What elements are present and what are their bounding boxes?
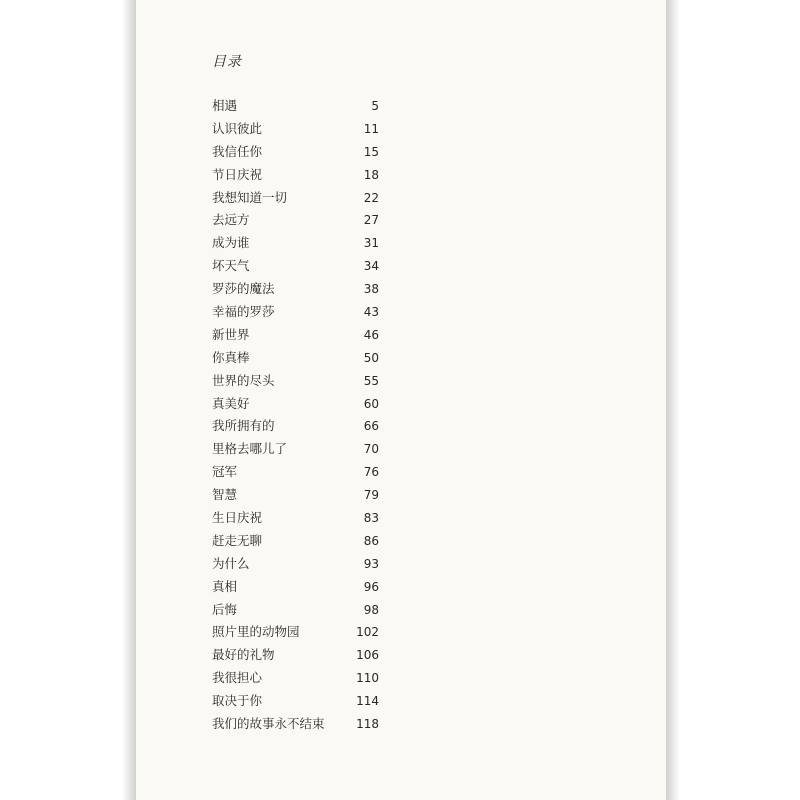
toc-entry xyxy=(212,95,379,118)
toc-entry-page-number: 79 xyxy=(363,488,379,503)
book-page xyxy=(136,0,666,800)
toc-entry-page-number: 11 xyxy=(363,121,379,136)
toc-entry-page-number: 118 xyxy=(356,717,379,732)
toc-entry-page-number: 43 xyxy=(363,305,379,320)
toc-entry-label: 照片里的动物园 xyxy=(212,624,300,640)
toc-entry-page-number: 106 xyxy=(356,648,379,663)
toc-entry xyxy=(212,393,379,416)
toc-entry xyxy=(212,576,379,599)
toc-entry-label: 里格去哪儿了 xyxy=(212,441,288,457)
toc-entry xyxy=(212,301,379,324)
toc-entry-page-number: 102 xyxy=(356,625,379,640)
toc-entry-label: 罗莎的魔法 xyxy=(212,281,275,297)
toc-entry xyxy=(212,324,379,347)
toc-entry-label: 认识彼此 xyxy=(212,120,263,136)
toc-entry-page-number: 55 xyxy=(363,373,379,388)
toc-entry-label: 成为谁 xyxy=(212,235,250,251)
toc-entry-page-number: 66 xyxy=(363,419,379,434)
toc-entry-page-number: 60 xyxy=(363,396,379,411)
toc-entry-label: 智慧 xyxy=(212,487,238,503)
toc-entry-label: 我们的故事永不结束 xyxy=(212,716,325,732)
toc-entry xyxy=(212,232,379,255)
toc-entry-label: 为什么 xyxy=(212,555,250,571)
toc-entry xyxy=(212,164,379,187)
toc-entry xyxy=(212,507,379,530)
toc-entry xyxy=(212,370,379,393)
toc-entry-page-number: 38 xyxy=(363,282,379,297)
toc-entry-label: 真相 xyxy=(212,578,238,594)
toc-entry-label: 冠军 xyxy=(212,464,238,480)
toc-entry xyxy=(212,667,379,690)
toc-entry-page-number: 46 xyxy=(363,327,379,342)
toc-entry xyxy=(212,141,379,164)
toc-entry-page-number: 70 xyxy=(363,442,379,457)
toc-entry-label: 相遇 xyxy=(212,98,238,113)
page-shadow-left xyxy=(122,0,136,800)
toc-entry xyxy=(212,278,379,301)
toc-entry xyxy=(212,713,379,736)
toc-title: 目录 xyxy=(212,54,242,70)
toc-entry-page-number: 15 xyxy=(363,144,379,159)
toc-entry-label: 赶走无聊 xyxy=(212,532,263,548)
toc-entry-label: 节日庆祝 xyxy=(212,166,263,182)
toc-entry-label: 幸福的罗莎 xyxy=(212,304,275,320)
toc-entry-page-number: 98 xyxy=(363,602,379,617)
toc-entry-page-number: 93 xyxy=(363,556,379,571)
toc-entry xyxy=(212,118,379,141)
toc-entry xyxy=(212,415,379,438)
toc-entry xyxy=(212,255,379,278)
toc-entry-label: 生日庆祝 xyxy=(212,510,263,526)
toc-entry xyxy=(212,621,379,644)
toc-entry-label: 后悔 xyxy=(212,601,238,617)
toc-entry-label: 去远方 xyxy=(212,212,250,228)
toc-entry xyxy=(212,599,379,622)
toc-entry-page-number: 34 xyxy=(363,259,379,274)
toc-entry-label: 最好的礼物 xyxy=(212,647,275,663)
toc-entry-page-number: 31 xyxy=(363,236,379,251)
toc-entry-label: 我所拥有的 xyxy=(212,418,275,434)
toc-entry-label: 真美好 xyxy=(212,395,250,411)
toc-entry-page-number: 86 xyxy=(363,533,379,548)
toc-entry-label: 我想知道一切 xyxy=(212,189,288,205)
toc-entry-label: 新世界 xyxy=(212,326,250,342)
toc-entry-label: 我很担心 xyxy=(212,670,263,686)
toc-entry-page-number: 83 xyxy=(363,511,379,526)
toc-entry-label: 取决于你 xyxy=(212,693,263,709)
toc-entry-page-number: 18 xyxy=(363,167,379,182)
toc-entry xyxy=(212,347,379,370)
toc-entry-page-number: 27 xyxy=(363,213,379,228)
toc-entry xyxy=(212,438,379,461)
toc-entry xyxy=(212,690,379,713)
toc-entry xyxy=(212,553,379,576)
toc-entry xyxy=(212,530,379,553)
toc-entry xyxy=(212,187,379,210)
toc-entry-label: 世界的尽头 xyxy=(212,372,275,388)
toc-entry xyxy=(212,644,379,667)
toc-entry-page-number: 114 xyxy=(356,694,379,709)
toc-entry-label: 坏天气 xyxy=(212,258,250,274)
toc-entry-page-number: 96 xyxy=(363,579,379,594)
toc-entry xyxy=(212,461,379,484)
toc-entry-page-number: 22 xyxy=(363,190,379,205)
toc-entry-label: 你真棒 xyxy=(212,349,250,365)
toc-entry xyxy=(212,484,379,507)
toc-entry-page-number: 110 xyxy=(356,671,379,686)
toc-entry-label: 我信任你 xyxy=(212,143,263,159)
toc-entry xyxy=(212,209,379,232)
toc-entry-page-number: 50 xyxy=(363,350,379,365)
toc-entry-page-number: 5 xyxy=(371,99,379,113)
page-shadow-right xyxy=(666,0,680,800)
toc-list xyxy=(212,95,379,736)
toc-entry-page-number: 76 xyxy=(363,465,379,480)
